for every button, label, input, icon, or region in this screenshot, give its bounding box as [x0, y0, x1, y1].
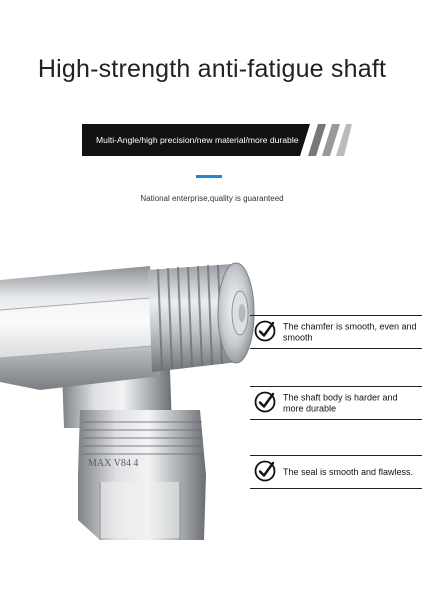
feature-text: The shaft body is harder and more durable [283, 392, 398, 413]
feature-item-seal [250, 455, 422, 489]
feature-item-chamfer [250, 315, 422, 349]
tagline-banner [82, 124, 352, 156]
check-circle-icon [254, 391, 276, 413]
page-title: High-strength anti-fatigue shaft [37, 55, 387, 83]
banner-text: Multi-Angle/high precision/new material/more durable [96, 135, 299, 145]
product-marking: MAX V84 4 [88, 458, 139, 469]
feature-item-shaft-body [250, 386, 422, 420]
accent-divider [196, 175, 222, 178]
feature-text: The chamfer is smooth, even and smooth [283, 321, 417, 342]
feature-text: The seal is smooth and flawless. [283, 466, 414, 477]
check-circle-icon [254, 460, 276, 482]
subtitle: National enterprise,quality is guaranteed [140, 194, 284, 203]
product-image [0, 250, 270, 550]
check-circle-icon [254, 320, 276, 342]
